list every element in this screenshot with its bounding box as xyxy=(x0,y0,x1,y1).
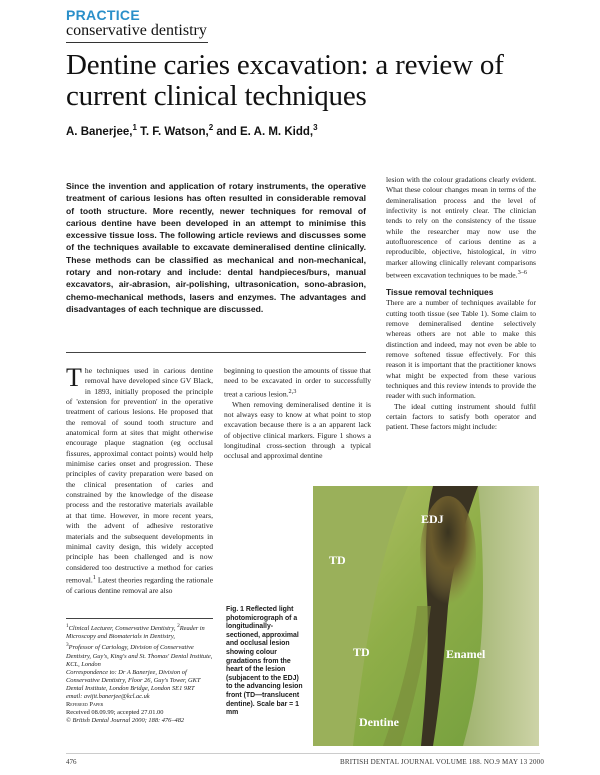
abstract-rule xyxy=(66,352,366,353)
section-label: PRACTICE xyxy=(66,7,140,23)
author-affiliation: 1 xyxy=(132,123,137,132)
journal-footer: BRITISH DENTAL JOURNAL VOLUME 188. NO.9 MAY 13 2000 xyxy=(340,758,545,766)
body-paragraph: There are a number of techniques available for cutting tooth tissue (see Table 1). Some claim to remove demineralised dentine selectively whereas others are not able to make this distinction and indeed, may not even be able to remove softened tissue effectively. For this reason it is important that the practitioner knows what might be expected from these various techniques and this review intends to provide the reader with such information. xyxy=(386,298,536,401)
body-column-1 xyxy=(66,363,213,596)
footnote-text: Professor of Cariology, Division of Conservative Dentistry, Guy's, King's and St. Thomas' Dental Institute, KCL, London xyxy=(66,644,213,668)
footnote-text: Clinical Lecturer, Conservative Dentistry, xyxy=(68,625,178,633)
body-column-3 xyxy=(386,175,536,433)
article-title: Dentine caries excavation: a review of current clinical techniques xyxy=(66,49,504,112)
footnote xyxy=(66,622,216,725)
drop-cap: T xyxy=(66,363,82,392)
section-subtitle: conservative dentistry xyxy=(66,22,207,39)
body-paragraph: he techniques used in carious dentine removal have developed since GV Black, in 1893, initially proposed the principle of 'extension for prevention' in the operative treatment of carious lesions. He proposed that the removal of sound tooth structure and anatomical form at sites that might otherwise encourage plaque stagnation (eg occlusal fissures, approximal contact points) would help minimise caries onset and progression. These principles of cavity preparation were based on the clinical presentation of caries and constrained by the knowledge of the disease process and the restorative materials available at that time. However, in more recent years, with the advent of adhesive restorative materials and the subsequent developments in minimal cavity design, this widely accepted principle has been challenged and is now considered too destructive a method for caries removal. xyxy=(66,366,213,585)
body-paragraph: The ideal cutting instrument should fulfil certain factors to satisfy both operator and patient. These factors might include: xyxy=(386,401,536,432)
received-date: Received 08.09.99; accepted 27.01.00 xyxy=(66,709,164,717)
email: email: avijit.banerjee@kcl.ac.uk xyxy=(66,693,150,700)
footnote-mark: 1 xyxy=(66,623,69,629)
body-paragraph: lesion with the colour gradations clearly evident. What these colour changes mean in terms of the demineralisation process and the level of infectivity is not entirely clear. The clinician tends to rely on the consistency of the tissue while the researcher may now use the autofluorescence of carious dentine as a reproducible, objective, histological, xyxy=(386,175,536,257)
page-number: 476 xyxy=(66,758,77,766)
author-name: T. F. Watson, xyxy=(140,125,209,138)
abstract: Since the invention and application of rotary instruments, the operative treatment of carious lesions has often resulted in considerable removal of tooth structure. More recently, newer techniques for removal of carious dentine have been developed in an attempt to minimise this excessive tissue loss. The following article reviews and discusses some of the techniques available to excavate demineralised dentine clinically. These methods can be classified as mechanical and non-mechanical, rotary and non-rotary and include: dental handpieces/burs, manual excavators, air-abrasion, air-polishing, ultrasonication, sono-abrasion, chemo-mechanical methods, lasers and enzymes. The advantages and disadvantages of each technique are discussed. xyxy=(66,181,366,314)
body-column-2 xyxy=(224,366,371,462)
footnote-mark: 2 xyxy=(177,623,180,629)
author-affiliation: 3 xyxy=(313,123,318,132)
author-affiliation: 2 xyxy=(208,123,214,132)
body-paragraph: beginning to question the amounts of tissue that need to be excavated in order to successfully treat a carious lesion. xyxy=(224,366,371,399)
footnote-text: Reader in Microscopy and Biomaterials in Dentistry, xyxy=(66,625,205,641)
author-name: A. Banerjee, xyxy=(66,125,133,138)
label-enamel: Enamel xyxy=(446,647,486,661)
reference-mark: 2,3 xyxy=(288,387,297,395)
footnote-mark: 3 xyxy=(66,642,69,649)
label-td: TD xyxy=(353,645,370,659)
copyright: © British Dental Journal 2000; 188: 476–482 xyxy=(66,717,185,725)
label-td: TD xyxy=(329,553,346,567)
body-paragraph-tail: marker allowing clinically relevant comparisons between excavation techniques to be made. xyxy=(386,257,536,280)
body-paragraph-tail: Latest theories regarding the rationale of carious dentine removal are also xyxy=(66,575,213,595)
label-dentine: Dentine xyxy=(359,715,399,729)
reference-mark: 3–6 xyxy=(517,269,528,277)
section-heading: Tissue removal techniques xyxy=(386,286,494,297)
author-name: and E. A. M. Kidd, xyxy=(216,125,314,138)
figure-caption: Fig. 1 Reflected light photomicrograph of a longitudinally-sectioned, approximal and occlusal lesion showing colour gradations from the heart of the lesion (subjacent to the EDJ) to the advancing lesion front (TD—translucent dentine). Scale bar = 1 mm xyxy=(226,606,303,717)
correspondence: Correspondence to: Dr A Banerjee, Division of Conservative Dentistry, Floor 26, Guy's Tower, GKT Dental Institute, London Bridge, London SE1 9RT xyxy=(66,668,201,692)
footer-rule xyxy=(66,753,540,754)
figure-photomicrograph xyxy=(313,486,539,746)
body-paragraph: When removing demineralised dentine it is not always easy to know at what point to stop excavation because there is a an apparent lack of objective clinical markers. Figure 1 shows a longitudinal cross-section through a typical occlusal and approximal dentine xyxy=(224,399,371,461)
author-list xyxy=(66,123,318,138)
italic-term: in vitro xyxy=(510,247,536,257)
footnote-rule xyxy=(66,618,213,619)
reference-mark: 1 xyxy=(92,573,96,581)
label-edj: EDJ xyxy=(421,512,444,526)
section-rule xyxy=(66,42,208,43)
refereed-label: Refereed Paper xyxy=(66,701,104,709)
